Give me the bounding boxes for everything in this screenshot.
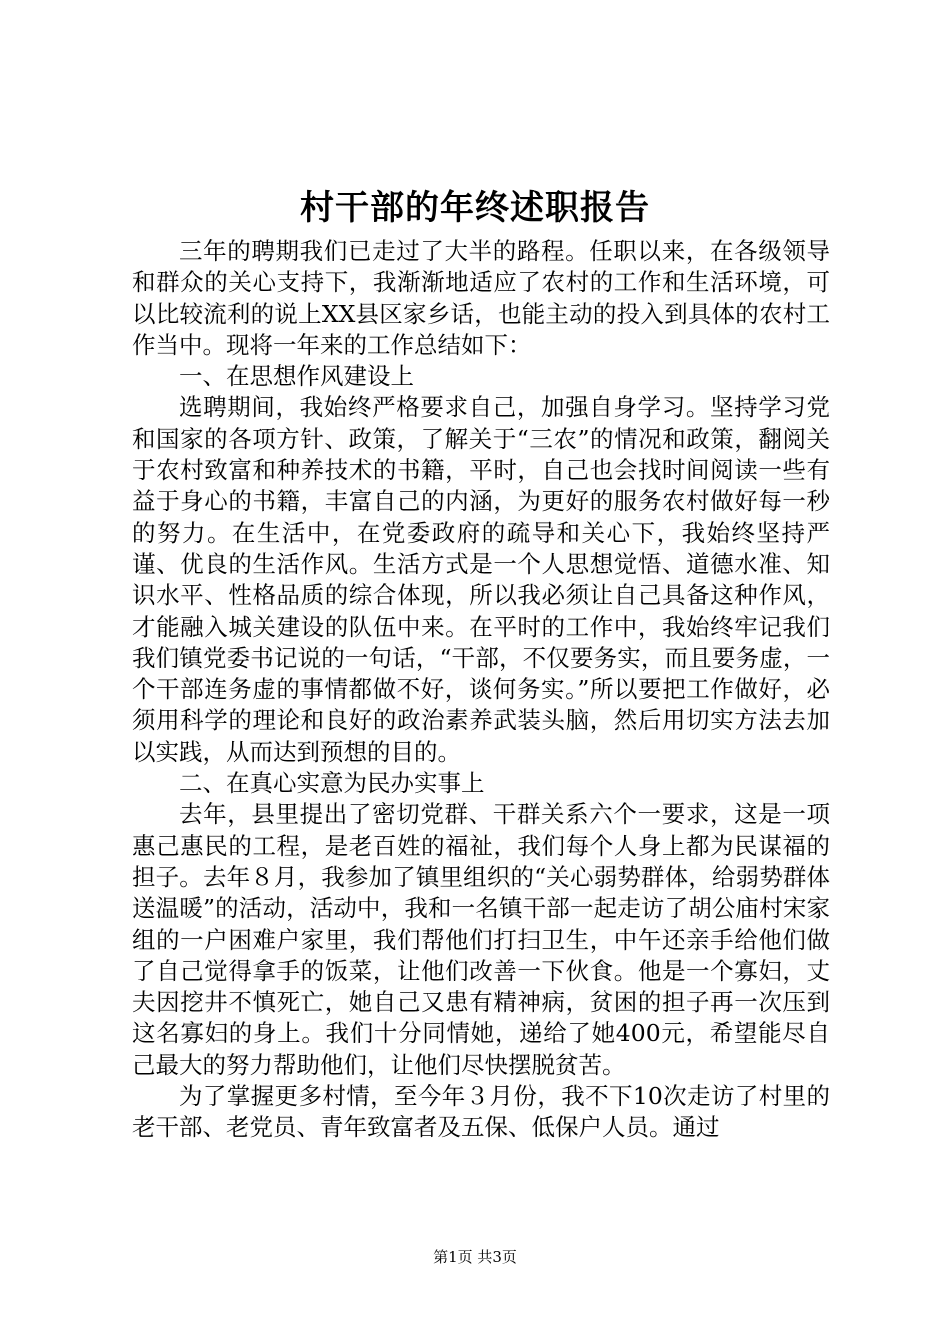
page-number-footer: 第1页 共3页 <box>433 1248 517 1266</box>
document-title: 村干部的年终述职报告 <box>300 188 650 228</box>
paragraph-intro: 三年的聘期我们已走过了大半的路程。任职以来，在各级领导和群众的关心支持下，我渐渐地适应了农村的工作和生活环境，可以比较流利的说上XX县区家乡话，也能主动的投入到具体的农村工作当中。现将一年来的工作总结如下： <box>132 237 830 359</box>
section-heading-1: 一、在思想作风建设上 <box>179 362 414 391</box>
paragraph-section-2: 去年，县里提出了密切党群、干群关系六个一要求，这是一项惠己惠民的工程，是老百姓的福祉，我们每个人身上都为民谋福的担子。去年８月，我参加了镇里组织的“关心弱势群体，给弱势群体送温暖”的活动，活动中，我和一名镇干部一起走访了胡公庙村宋家组的一户困难户家里，我们帮他们打扫卫生，中午还亲手给他们做了自己觉得拿手的饭菜，让他们改善一下伙食。他是一个寡妇，丈夫因挖井不慎死亡，她自己又患有精神病，贫困的担子再一次压到这名寡妇的身上。我们十分同情她，递给了她400元，希望能尽自己最大的努力帮助他们，让他们尽快摆脱贫苦。 <box>132 800 830 1079</box>
paragraph-section-2-continued: 为了掌握更多村情，至今年３月份，我不下10次走访了村里的老干部、老党员、青年致富者及五保、低保户人员。通过 <box>132 1082 830 1142</box>
paragraph-section-1: 选聘期间，我始终严格要求自己，加强自身学习。坚持学习党和国家的各项方针、政策，了解关于“三农”的情况和政策，翻阅关于农村致富和种养技术的书籍，平时，自己也会找时间阅读一些有益于身心的书籍，丰富自己的内涵，为更好的服务农村做好每一秒的努力。在生活中，在党委政府的疏导和关心下，我始终坚持严谨、优良的生活作风。生活方式是一个人思想觉悟、道德水准、知识水平、性格品质的综合体现，所以我必须让自己具备这种作风，才能融入城关建设的队伍中来。在平时的工作中，我始终牢记我们我们镇党委书记说的一句话，“干部，不仅要务实，而且要务虚，一个干部连务虚的事情都做不好，谈何务实。”所以要把工作做好，必须用科学的理论和良好的政治素养武装头脑，然后用切实方法去加以实践，从而达到预想的目的。 <box>132 393 830 766</box>
document-body <box>132 236 830 1144</box>
section-heading-2: 二、在真心实意为民办实事上 <box>179 769 485 798</box>
